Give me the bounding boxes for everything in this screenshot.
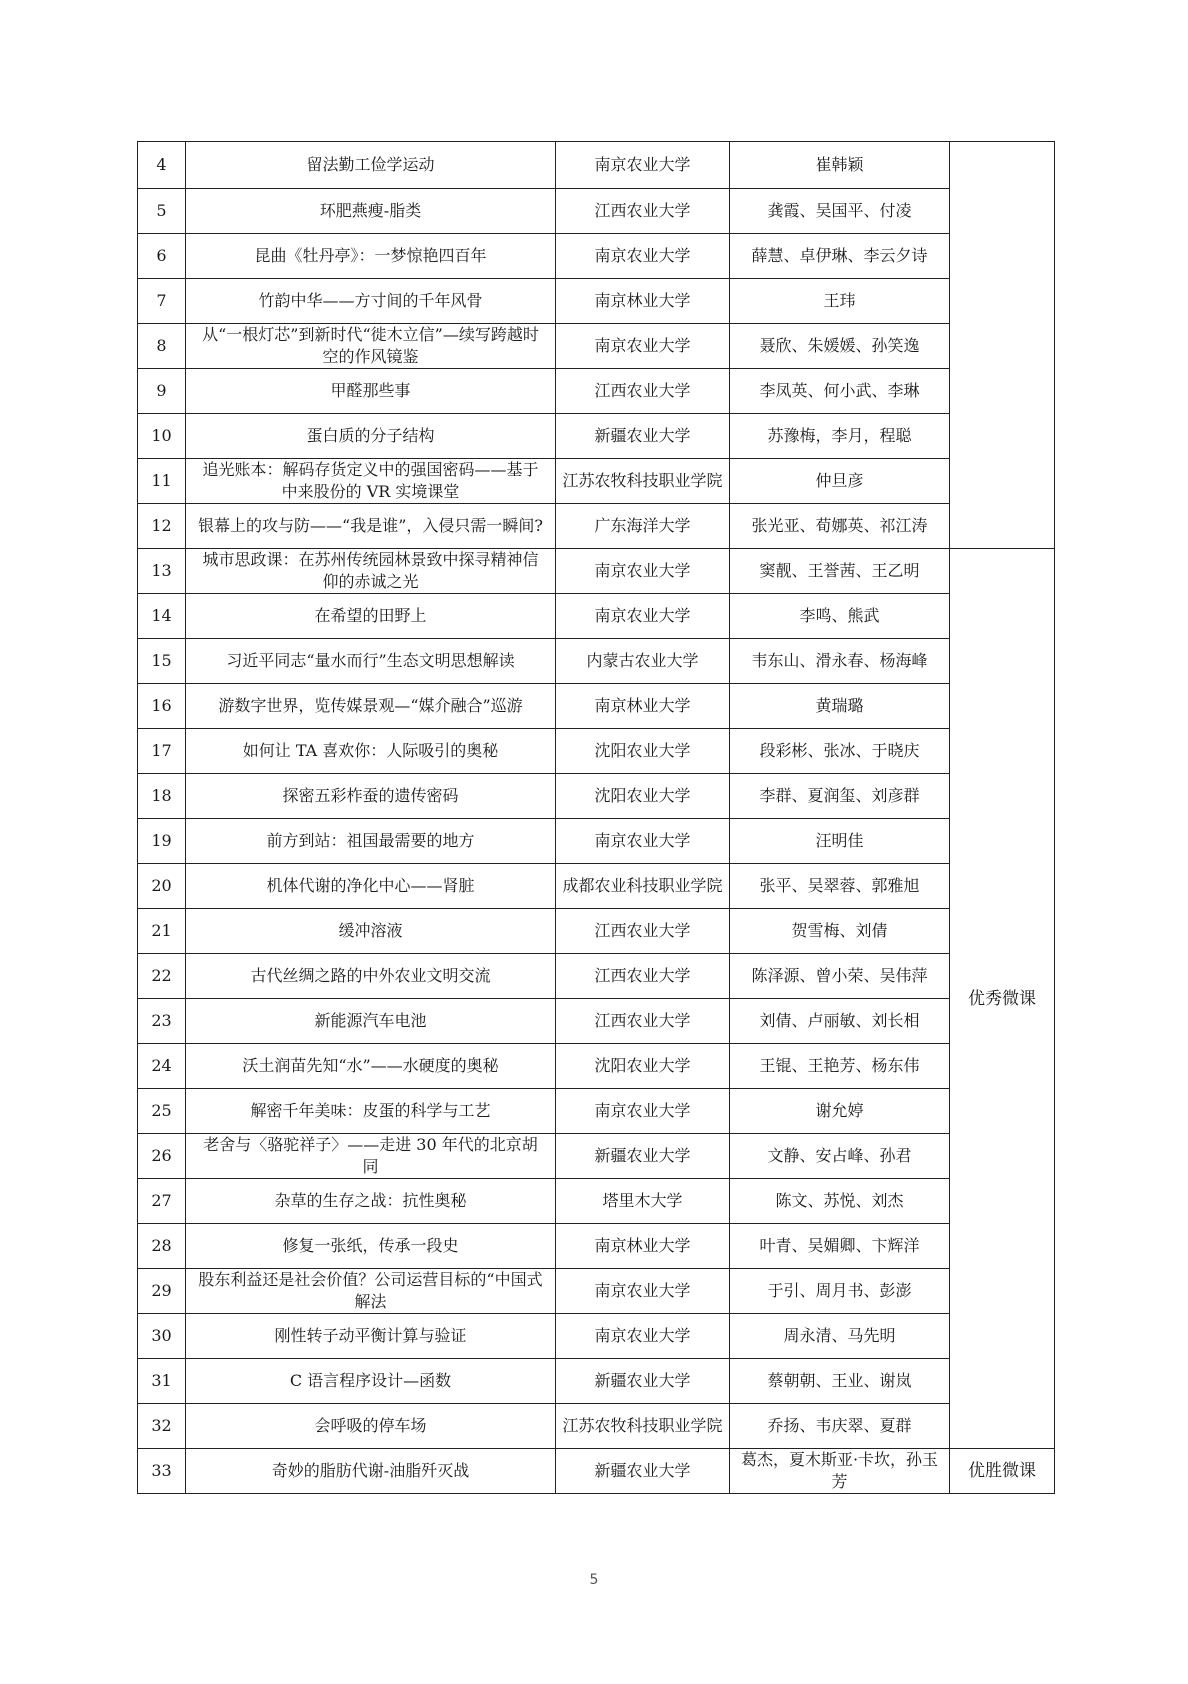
award-level-cell: 优胜微课 (950, 1449, 1055, 1494)
course-title: 刚性转子动平衡计算与验证 (186, 1314, 556, 1359)
school-name: 南京农业大学 (556, 142, 730, 189)
course-title: 游数字世界，览传媒景观—“媒介融合”巡游 (186, 684, 556, 729)
author-names: 李群、夏润玺、刘彦群 (730, 774, 950, 819)
school-name: 江苏农牧科技职业学院 (556, 1404, 730, 1449)
course-title: 环肥燕瘦-脂类 (186, 189, 556, 234)
table-row (138, 504, 1055, 549)
row-number: 22 (138, 954, 186, 999)
school-name: 南京农业大学 (556, 819, 730, 864)
course-title: 留法勤工俭学运动 (186, 142, 556, 189)
author-names: 陈文、苏悦、刘杰 (730, 1179, 950, 1224)
author-names: 薛慧、卓伊琳、李云夕诗 (730, 234, 950, 279)
row-number: 29 (138, 1269, 186, 1314)
table-body (138, 142, 1055, 1494)
table-row (138, 1134, 1055, 1179)
course-title: 古代丝绸之路的中外农业文明交流 (186, 954, 556, 999)
table-row (138, 684, 1055, 729)
course-title: 竹韵中华——方寸间的千年风骨 (186, 279, 556, 324)
row-number: 24 (138, 1044, 186, 1089)
row-number: 30 (138, 1314, 186, 1359)
award-level-cell (950, 142, 1055, 549)
course-title: 从“一根灯芯”到新时代“徙木立信”—续写跨越时空的作风镜鉴 (186, 324, 556, 369)
table-row (138, 864, 1055, 909)
row-number: 10 (138, 414, 186, 459)
row-number: 11 (138, 459, 186, 504)
award-table (137, 141, 1055, 1494)
school-name: 江苏农牧科技职业学院 (556, 459, 730, 504)
course-title: 蛋白质的分子结构 (186, 414, 556, 459)
table-row (138, 729, 1055, 774)
school-name: 南京农业大学 (556, 549, 730, 594)
school-name: 南京农业大学 (556, 1314, 730, 1359)
course-title: 甲醛那些事 (186, 369, 556, 414)
table-row (138, 1404, 1055, 1449)
row-number: 4 (138, 142, 186, 189)
school-name: 沈阳农业大学 (556, 1044, 730, 1089)
school-name: 江西农业大学 (556, 369, 730, 414)
table-row (138, 909, 1055, 954)
author-names: 李凤英、何小武、李琳 (730, 369, 950, 414)
table-row (138, 819, 1055, 864)
table-row (138, 189, 1055, 234)
author-names: 叶青、吴媚卿、卞辉洋 (730, 1224, 950, 1269)
table-row (138, 1089, 1055, 1134)
school-name: 南京农业大学 (556, 234, 730, 279)
school-name: 塔里木大学 (556, 1179, 730, 1224)
author-names: 乔扬、韦庆翠、夏群 (730, 1404, 950, 1449)
course-title: 新能源汽车电池 (186, 999, 556, 1044)
author-names: 张光亚、荀娜英、祁江涛 (730, 504, 950, 549)
course-title: 城市思政课：在苏州传统园林景致中探寻精神信仰的赤诚之光 (186, 549, 556, 594)
school-name: 江西农业大学 (556, 189, 730, 234)
table-row (138, 1044, 1055, 1089)
author-names: 刘倩、卢丽敏、刘长相 (730, 999, 950, 1044)
table-row (138, 1359, 1055, 1404)
row-number: 8 (138, 324, 186, 369)
row-number: 23 (138, 999, 186, 1044)
course-title: 解密千年美味：皮蛋的科学与工艺 (186, 1089, 556, 1134)
row-number: 5 (138, 189, 186, 234)
course-title: 习近平同志“量水而行”生态文明思想解读 (186, 639, 556, 684)
row-number: 17 (138, 729, 186, 774)
school-name: 南京农业大学 (556, 1269, 730, 1314)
author-names: 汪明佳 (730, 819, 950, 864)
row-number: 19 (138, 819, 186, 864)
table-row (138, 774, 1055, 819)
table-row (138, 234, 1055, 279)
course-title: 昆曲《牡丹亭》：一梦惊艳四百年 (186, 234, 556, 279)
row-number: 14 (138, 594, 186, 639)
school-name: 沈阳农业大学 (556, 774, 730, 819)
table-row (138, 999, 1055, 1044)
author-names: 段彩彬、张冰、于晓庆 (730, 729, 950, 774)
row-number: 9 (138, 369, 186, 414)
author-names: 于引、周月书、彭澎 (730, 1269, 950, 1314)
row-number: 32 (138, 1404, 186, 1449)
school-name: 南京农业大学 (556, 1089, 730, 1134)
author-names: 贺雪梅、刘倩 (730, 909, 950, 954)
author-names: 崔韩颖 (730, 142, 950, 189)
school-name: 江西农业大学 (556, 909, 730, 954)
course-title: 奇妙的脂肪代谢-油脂歼灭战 (186, 1449, 556, 1494)
course-title: 沃土润苗先知“水”——水硬度的奥秘 (186, 1044, 556, 1089)
author-names: 葛杰，夏木斯亚·卡坎，孙玉芳 (730, 1449, 950, 1494)
author-names: 王玮 (730, 279, 950, 324)
row-number: 16 (138, 684, 186, 729)
school-name: 新疆农业大学 (556, 1359, 730, 1404)
table-row (138, 549, 1055, 594)
author-names: 苏豫梅，李月，程聪 (730, 414, 950, 459)
school-name: 南京林业大学 (556, 684, 730, 729)
row-number: 27 (138, 1179, 186, 1224)
course-title: 修复一张纸，传承一段史 (186, 1224, 556, 1269)
table-row (138, 639, 1055, 684)
row-number: 31 (138, 1359, 186, 1404)
school-name: 成都农业科技职业学院 (556, 864, 730, 909)
row-number: 13 (138, 549, 186, 594)
school-name: 南京农业大学 (556, 594, 730, 639)
row-number: 6 (138, 234, 186, 279)
table-row (138, 369, 1055, 414)
table-row (138, 1179, 1055, 1224)
row-number: 12 (138, 504, 186, 549)
school-name: 新疆农业大学 (556, 414, 730, 459)
course-title: 追光账本：解码存货定义中的强国密码——基于中来股份的 VR 实境课堂 (186, 459, 556, 504)
table-row (138, 414, 1055, 459)
course-title: 前方到站：祖国最需要的地方 (186, 819, 556, 864)
author-names: 张平、吴翠蓉、郭雅旭 (730, 864, 950, 909)
author-names: 龚霞、吴国平、付凌 (730, 189, 950, 234)
school-name: 新疆农业大学 (556, 1449, 730, 1494)
school-name: 内蒙古农业大学 (556, 639, 730, 684)
table-row (138, 594, 1055, 639)
row-number: 25 (138, 1089, 186, 1134)
course-title: 在希望的田野上 (186, 594, 556, 639)
course-title: 老舍与〈骆驼祥子〉——走进 30 年代的北京胡同 (186, 1134, 556, 1179)
course-title: 会呼吸的停车场 (186, 1404, 556, 1449)
course-title: 探密五彩柞蚕的遗传密码 (186, 774, 556, 819)
school-name: 江西农业大学 (556, 954, 730, 999)
course-title: C 语言程序设计—函数 (186, 1359, 556, 1404)
author-names: 李鸣、熊武 (730, 594, 950, 639)
row-number: 28 (138, 1224, 186, 1269)
course-title: 机体代谢的净化中心——肾脏 (186, 864, 556, 909)
author-names: 仲旦彦 (730, 459, 950, 504)
course-title: 杂草的生存之战：抗性奥秘 (186, 1179, 556, 1224)
table-row (138, 142, 1055, 189)
award-level-cell: 优秀微课 (950, 549, 1055, 1449)
school-name: 广东海洋大学 (556, 504, 730, 549)
table-row (138, 459, 1055, 504)
author-names: 王锟、王艳芳、杨东伟 (730, 1044, 950, 1089)
author-names: 谢允婷 (730, 1089, 950, 1134)
table-row (138, 1314, 1055, 1359)
table-row (138, 1224, 1055, 1269)
school-name: 南京农业大学 (556, 324, 730, 369)
school-name: 南京林业大学 (556, 1224, 730, 1269)
table-row (138, 954, 1055, 999)
table-row (138, 1449, 1055, 1494)
page-number: 5 (589, 1572, 599, 1588)
course-title: 如何让 TA 喜欢你：人际吸引的奥秘 (186, 729, 556, 774)
school-name: 沈阳农业大学 (556, 729, 730, 774)
table-row (138, 279, 1055, 324)
row-number: 21 (138, 909, 186, 954)
author-names: 文静、安占峰、孙君 (730, 1134, 950, 1179)
row-number: 26 (138, 1134, 186, 1179)
row-number: 20 (138, 864, 186, 909)
row-number: 33 (138, 1449, 186, 1494)
author-names: 聂欣、朱媛媛、孙笑逸 (730, 324, 950, 369)
author-names: 周永清、马先明 (730, 1314, 950, 1359)
author-names: 黄瑞璐 (730, 684, 950, 729)
row-number: 15 (138, 639, 186, 684)
row-number: 7 (138, 279, 186, 324)
table-row (138, 1269, 1055, 1314)
table-row (138, 324, 1055, 369)
author-names: 窦靓、王誉茜、王乙明 (730, 549, 950, 594)
school-name: 新疆农业大学 (556, 1134, 730, 1179)
course-title: 股东利益还是社会价值？公司运营目标的“中国式解法 (186, 1269, 556, 1314)
author-names: 韦东山、滑永春、杨海峰 (730, 639, 950, 684)
course-title: 缓冲溶液 (186, 909, 556, 954)
school-name: 南京林业大学 (556, 279, 730, 324)
school-name: 江西农业大学 (556, 999, 730, 1044)
author-names: 蔡朝朝、王业、谢岚 (730, 1359, 950, 1404)
row-number: 18 (138, 774, 186, 819)
course-title: 银幕上的攻与防——“我是谁”，入侵只需一瞬间? (186, 504, 556, 549)
author-names: 陈泽源、曾小荣、吴伟萍 (730, 954, 950, 999)
